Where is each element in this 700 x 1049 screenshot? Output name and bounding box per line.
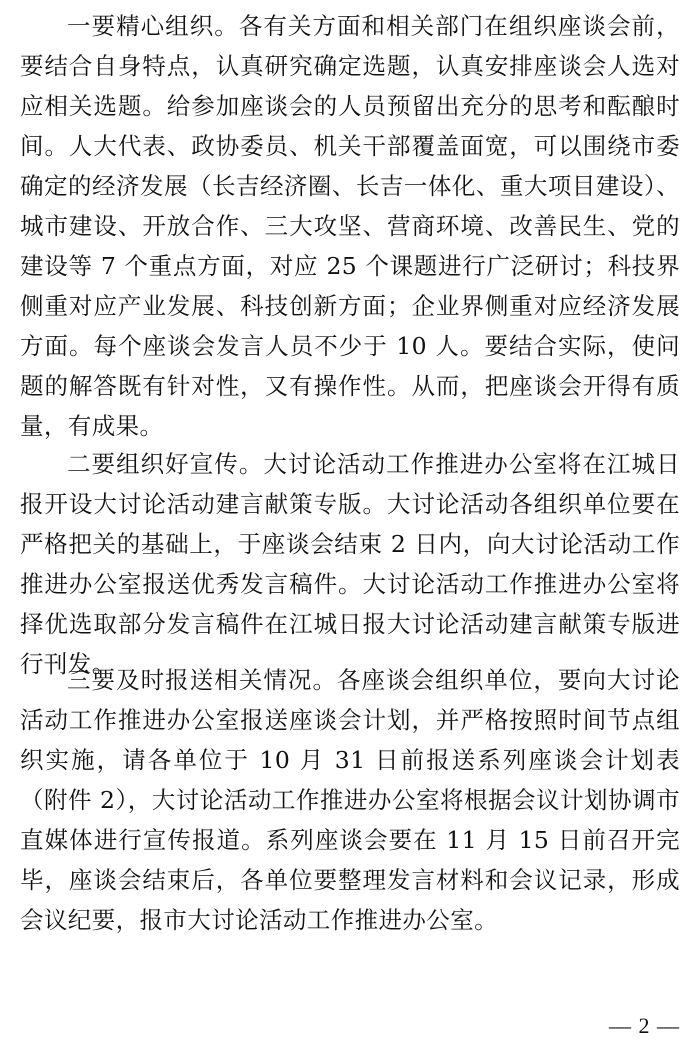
paragraph-body: 大讨论活动工作推进办公室将在江城日报开设大讨论活动建言献策专版。大讨论活动各组织单位要在严格把关的基础上，于座谈会结束 2 日内，向大讨论活动工作推进办公室报送优秀发言稿件。大讨论活动工作推进办公室将择优选取部分发言稿件在江城日报大讨论活动建言献策专版进行刊发。 [20, 450, 680, 678]
paragraph-heading: 一要精心组织。 [67, 12, 239, 40]
paragraph-reporting [20, 660, 680, 940]
paragraph-body: 各座谈会组织单位，要向大讨论活动工作推进办公室报送座谈会计划，并严格按照时间节点组织实施，请各单位于 10 月 31 日前报送系列座谈会计划表（附件 2），大讨论活动工作推进办公室将根据会议计划协调市直媒体进行宣传报道。系列座谈会要在 11 月 15 日前召开完毕，座谈会结束后，各单位要整理发言材料和会议记录，形成会议纪要，报市大讨论活动工作推进办公室。 [20, 666, 680, 934]
page-number: — 2 — [609, 1013, 680, 1038]
paragraph-heading: 三要及时报送相关情况。 [67, 666, 337, 694]
paragraph-publicity [20, 444, 680, 684]
paragraph-heading: 二要组织好宣传。 [67, 450, 264, 478]
paragraph-organize [20, 6, 680, 446]
paragraph-body: 各有关方面和相关部门在组织座谈会前，要结合自身特点，认真研究确定选题，认真安排座谈会人选对应相关选题。给参加座谈会的人员预留出充分的思考和酝酿时间。人大代表、政协委员、机关干部覆盖面宽，可以围绕市委确定的经济发展（长吉经济圈、长吉一体化、重大项目建设）、城市建设、开放合作、三大攻坚、营商环境、改善民生、党的建设等 7 个重点方面，对应 25 个课题进行广泛研讨；科技界侧重对应产业发展、科技创新方面；企业界侧重对应经济发展方面。每个座谈会发言人员不少于 10 人。要结合实际，使问题的解答既有针对性，又有操作性。从而，把座谈会开得有质量，有成果。 [20, 12, 680, 440]
